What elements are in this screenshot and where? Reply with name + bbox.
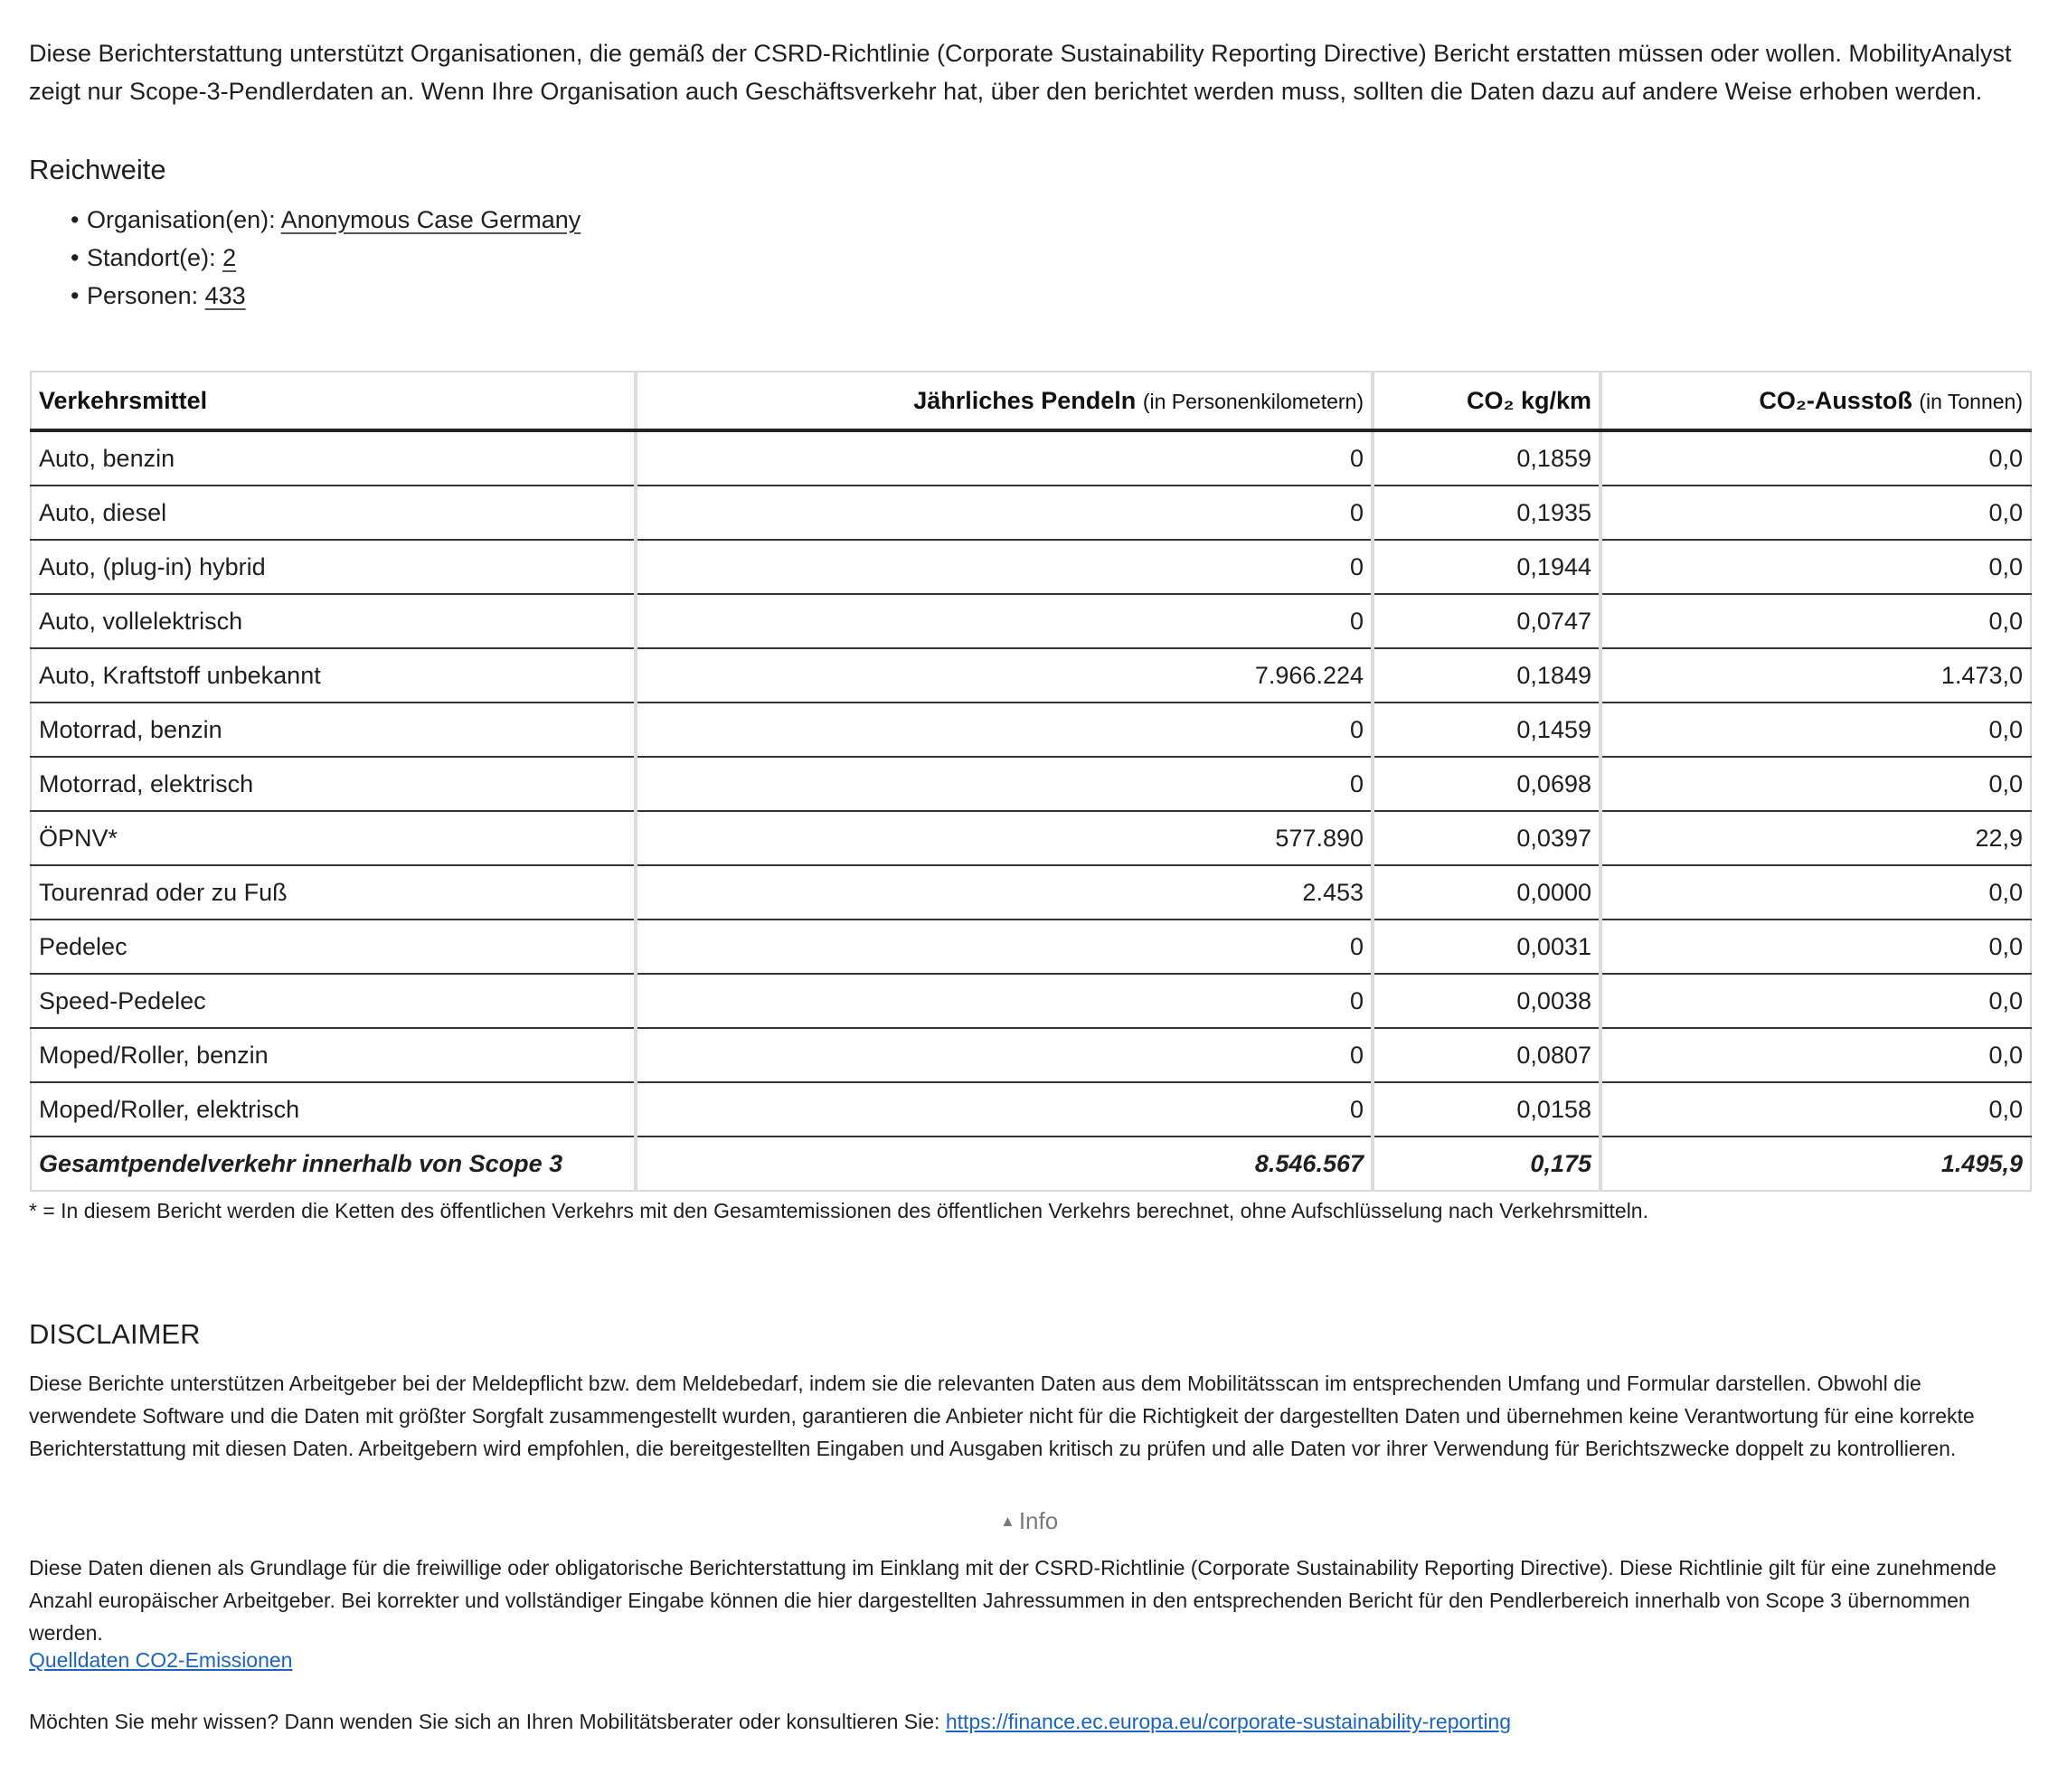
total-km: 8.546.567: [636, 1137, 1373, 1191]
header-annual-commute: Jährliches Pendeln (in Personenkilometern): [636, 372, 1373, 430]
cell-mode: Auto, vollelektrisch: [31, 594, 636, 648]
cell-factor: 0,0698: [1373, 757, 1600, 811]
cell-tonnes: 0,0: [1600, 757, 2031, 811]
cell-km: 2.453: [636, 865, 1373, 920]
cell-tonnes: 0,0: [1600, 920, 2031, 974]
cell-mode: Tourenrad oder zu Fuß: [31, 865, 636, 920]
cell-tonnes: 1.473,0: [1600, 648, 2031, 703]
cell-factor: 0,0158: [1373, 1082, 1600, 1137]
cell-mode: Moped/Roller, benzin: [31, 1028, 636, 1082]
more-info-text: Möchten Sie mehr wissen? Dann wenden Sie sich an Ihren Mobilitätsberater oder konsultieren Sie:: [29, 1710, 940, 1733]
source-data-link[interactable]: Quelldaten CO2-Emissionen: [29, 1648, 293, 1672]
bullet-icon: •: [71, 244, 80, 271]
disclaimer-title: DISCLAIMER: [29, 1318, 201, 1350]
organisation-value[interactable]: Anonymous Case Germany: [280, 206, 581, 233]
cell-tonnes: 22,9: [1600, 811, 2031, 865]
locations-value[interactable]: 2: [222, 244, 237, 271]
cell-tonnes: 0,0: [1600, 1082, 2031, 1137]
scope-label: Personen:: [87, 282, 199, 309]
scope-item-locations: [71, 239, 581, 277]
cell-tonnes: 0,0: [1600, 430, 2031, 486]
caret-up-icon: ▲: [1000, 1513, 1015, 1530]
table-body: [31, 430, 2031, 1191]
cell-tonnes: 0,0: [1600, 594, 2031, 648]
cell-mode: ÖPNV*: [31, 811, 636, 865]
cell-tonnes: 0,0: [1600, 865, 2031, 920]
info-text: Diese Daten dienen als Grundlage für die freiwillige oder obligatorische Berichterstattung im Einklang mit der CSRD-Richtlinie (Corporate Sustainability Reporting Directive). Diese Richtlinie gilt für eine zunehmende Anzahl europäischer Arbeitgeber. Bei korrekter und vollständiger Eingabe können die hier dargestellten Jahressummen in den entsprechenden Bericht für den Pendlerbereich innerhalb von Scope 3 übernommen werden.: [29, 1556, 1997, 1645]
cell-mode: Auto, Kraftstoff unbekannt: [31, 648, 636, 703]
table-row: [31, 648, 2031, 703]
cell-mode: Auto, (plug-in) hybrid: [31, 540, 636, 594]
header-emission-unit: (in Tonnen): [1919, 389, 2023, 413]
total-factor: 0,175: [1373, 1137, 1600, 1191]
intro-section: [29, 34, 2027, 110]
cell-factor: 0,0807: [1373, 1028, 1600, 1082]
disclaimer-text: Diese Berichte unterstützen Arbeitgeber bei der Meldepflicht bzw. dem Meldebedarf, indem sie die relevanten Daten aus dem Mobilitätsscan im entsprechenden Umfang und Formular darstellen. Obwohl die verwendete Software und die Daten mit größter Sorgfalt zusammengestellt wurden, garantieren die Anbieter nicht für die Richtigkeit der dargestellten Daten und übernehmen keine Verantwortung für eine korrekte Berichterstattung mit diesen Daten. Arbeitgebern wird empfohlen, die bereitgestellten Eingaben und Ausgaben kritisch zu prüfen und alle Daten vor ihrer Verwendung für Berichtszwecke doppelt zu kontrollieren.: [29, 1372, 1975, 1460]
table-row: [31, 430, 2031, 486]
total-tonnes: 1.495,9: [1600, 1137, 2031, 1191]
cell-km: 7.966.224: [636, 648, 1373, 703]
intro-text: Diese Berichterstattung unterstützt Organisationen, die gemäß der CSRD-Richtlinie (Corporate Sustainability Reporting Directive) Bericht erstatten müssen oder wollen. MobilityAnalyst zeigt nur Scope-3-Pendlerdaten an. Wenn Ihre Organisation auch Geschäftsverkehr hat, über den berichtet werden muss, sollten die Daten dazu auf andere Weise erhoben werden.: [29, 40, 2012, 105]
cell-factor: 0,0397: [1373, 811, 1600, 865]
persons-value[interactable]: 433: [204, 282, 246, 309]
cell-mode: Auto, benzin: [39, 444, 175, 472]
scope-list: [71, 201, 581, 315]
cell-factor: 0,0031: [1373, 920, 1600, 974]
table-total-row: [31, 1137, 2031, 1191]
header-km-unit: (in Personenkilometern): [1142, 389, 1364, 413]
cell-tonnes: 0,0: [1600, 540, 2031, 594]
cell-mode: Speed-Pedelec: [31, 974, 636, 1028]
header-mode: Verkehrsmittel: [31, 372, 636, 430]
cell-mode: Motorrad, benzin: [31, 703, 636, 757]
cell-km: 0: [636, 974, 1373, 1028]
cell-tonnes: 0,0: [1600, 703, 2031, 757]
table-row: [31, 865, 2031, 920]
cell-mode: Motorrad, elektrisch: [31, 757, 636, 811]
table-row: [31, 920, 2031, 974]
cell-km: 0: [636, 703, 1373, 757]
cell-km: 0: [636, 920, 1373, 974]
cell-factor: 0,0747: [1373, 594, 1600, 648]
cell-factor: 0,0038: [1373, 974, 1600, 1028]
table-footnote: * = In diesem Bericht werden die Ketten des öffentlichen Verkehrs mit den Gesamtemissionen des öffentlichen Verkehrs berechnet, ohne Aufschlüsselung nach Verkehrsmitteln.: [29, 1199, 1648, 1222]
table-row: [31, 811, 2031, 865]
cell-km: 0: [636, 486, 1373, 540]
cell-tonnes: 0,0: [1600, 486, 2031, 540]
cell-factor: 0,1849: [1373, 648, 1600, 703]
total-mode: Gesamtpendelverkehr innerhalb von Scope 3: [31, 1137, 636, 1191]
more-info: [29, 1705, 1511, 1738]
bullet-icon: •: [71, 282, 80, 309]
cell-km: 0: [636, 594, 1373, 648]
emissions-table: [30, 371, 2032, 1192]
cell-mode: Auto, diesel: [31, 486, 636, 540]
table-row: [31, 594, 2031, 648]
cell-mode: Pedelec: [31, 920, 636, 974]
bullet-icon: •: [71, 206, 80, 233]
table-row: [31, 1028, 2031, 1082]
cell-factor: 0,1859: [1373, 430, 1600, 486]
cell-factor: 0,1459: [1373, 703, 1600, 757]
cell-km: 0: [636, 1028, 1373, 1082]
cell-factor: 0,1935: [1373, 486, 1600, 540]
table-row: [31, 486, 2031, 540]
csrd-link[interactable]: https://finance.ec.europa.eu/corporate-sustainability-reporting: [945, 1710, 1512, 1733]
table-row: [31, 540, 2031, 594]
table-row: [31, 703, 2031, 757]
cell-mode: Moped/Roller, elektrisch: [31, 1082, 636, 1137]
table-header-row: [31, 372, 2031, 430]
scope-title: Reichweite: [29, 154, 166, 185]
header-emission: CO₂-Ausstoß (in Tonnen): [1600, 372, 2031, 430]
cell-factor: 0,1944: [1373, 540, 1600, 594]
cell-km: 0: [636, 540, 1373, 594]
info-toggle[interactable]: [1000, 1504, 1058, 1541]
table-row: [31, 1082, 2031, 1137]
scope-label: Standort(e):: [87, 244, 216, 271]
table-row: [31, 974, 2031, 1028]
header-co2-per-km: CO₂ kg/km: [1373, 372, 1600, 430]
table-row: [31, 757, 2031, 811]
cell-km: 0: [636, 430, 1373, 486]
cell-tonnes: 0,0: [1600, 974, 2031, 1028]
info-toggle-label: Info: [1018, 1507, 1059, 1534]
cell-km: 577.890: [636, 811, 1373, 865]
scope-label: Organisation(en):: [87, 206, 276, 233]
cell-km: 0: [636, 757, 1373, 811]
scope-item-organisation: [71, 201, 581, 239]
cell-km: 0: [636, 1082, 1373, 1137]
scope-item-persons: [71, 277, 581, 315]
cell-factor: 0,0000: [1373, 865, 1600, 920]
cell-tonnes: 0,0: [1600, 1028, 2031, 1082]
